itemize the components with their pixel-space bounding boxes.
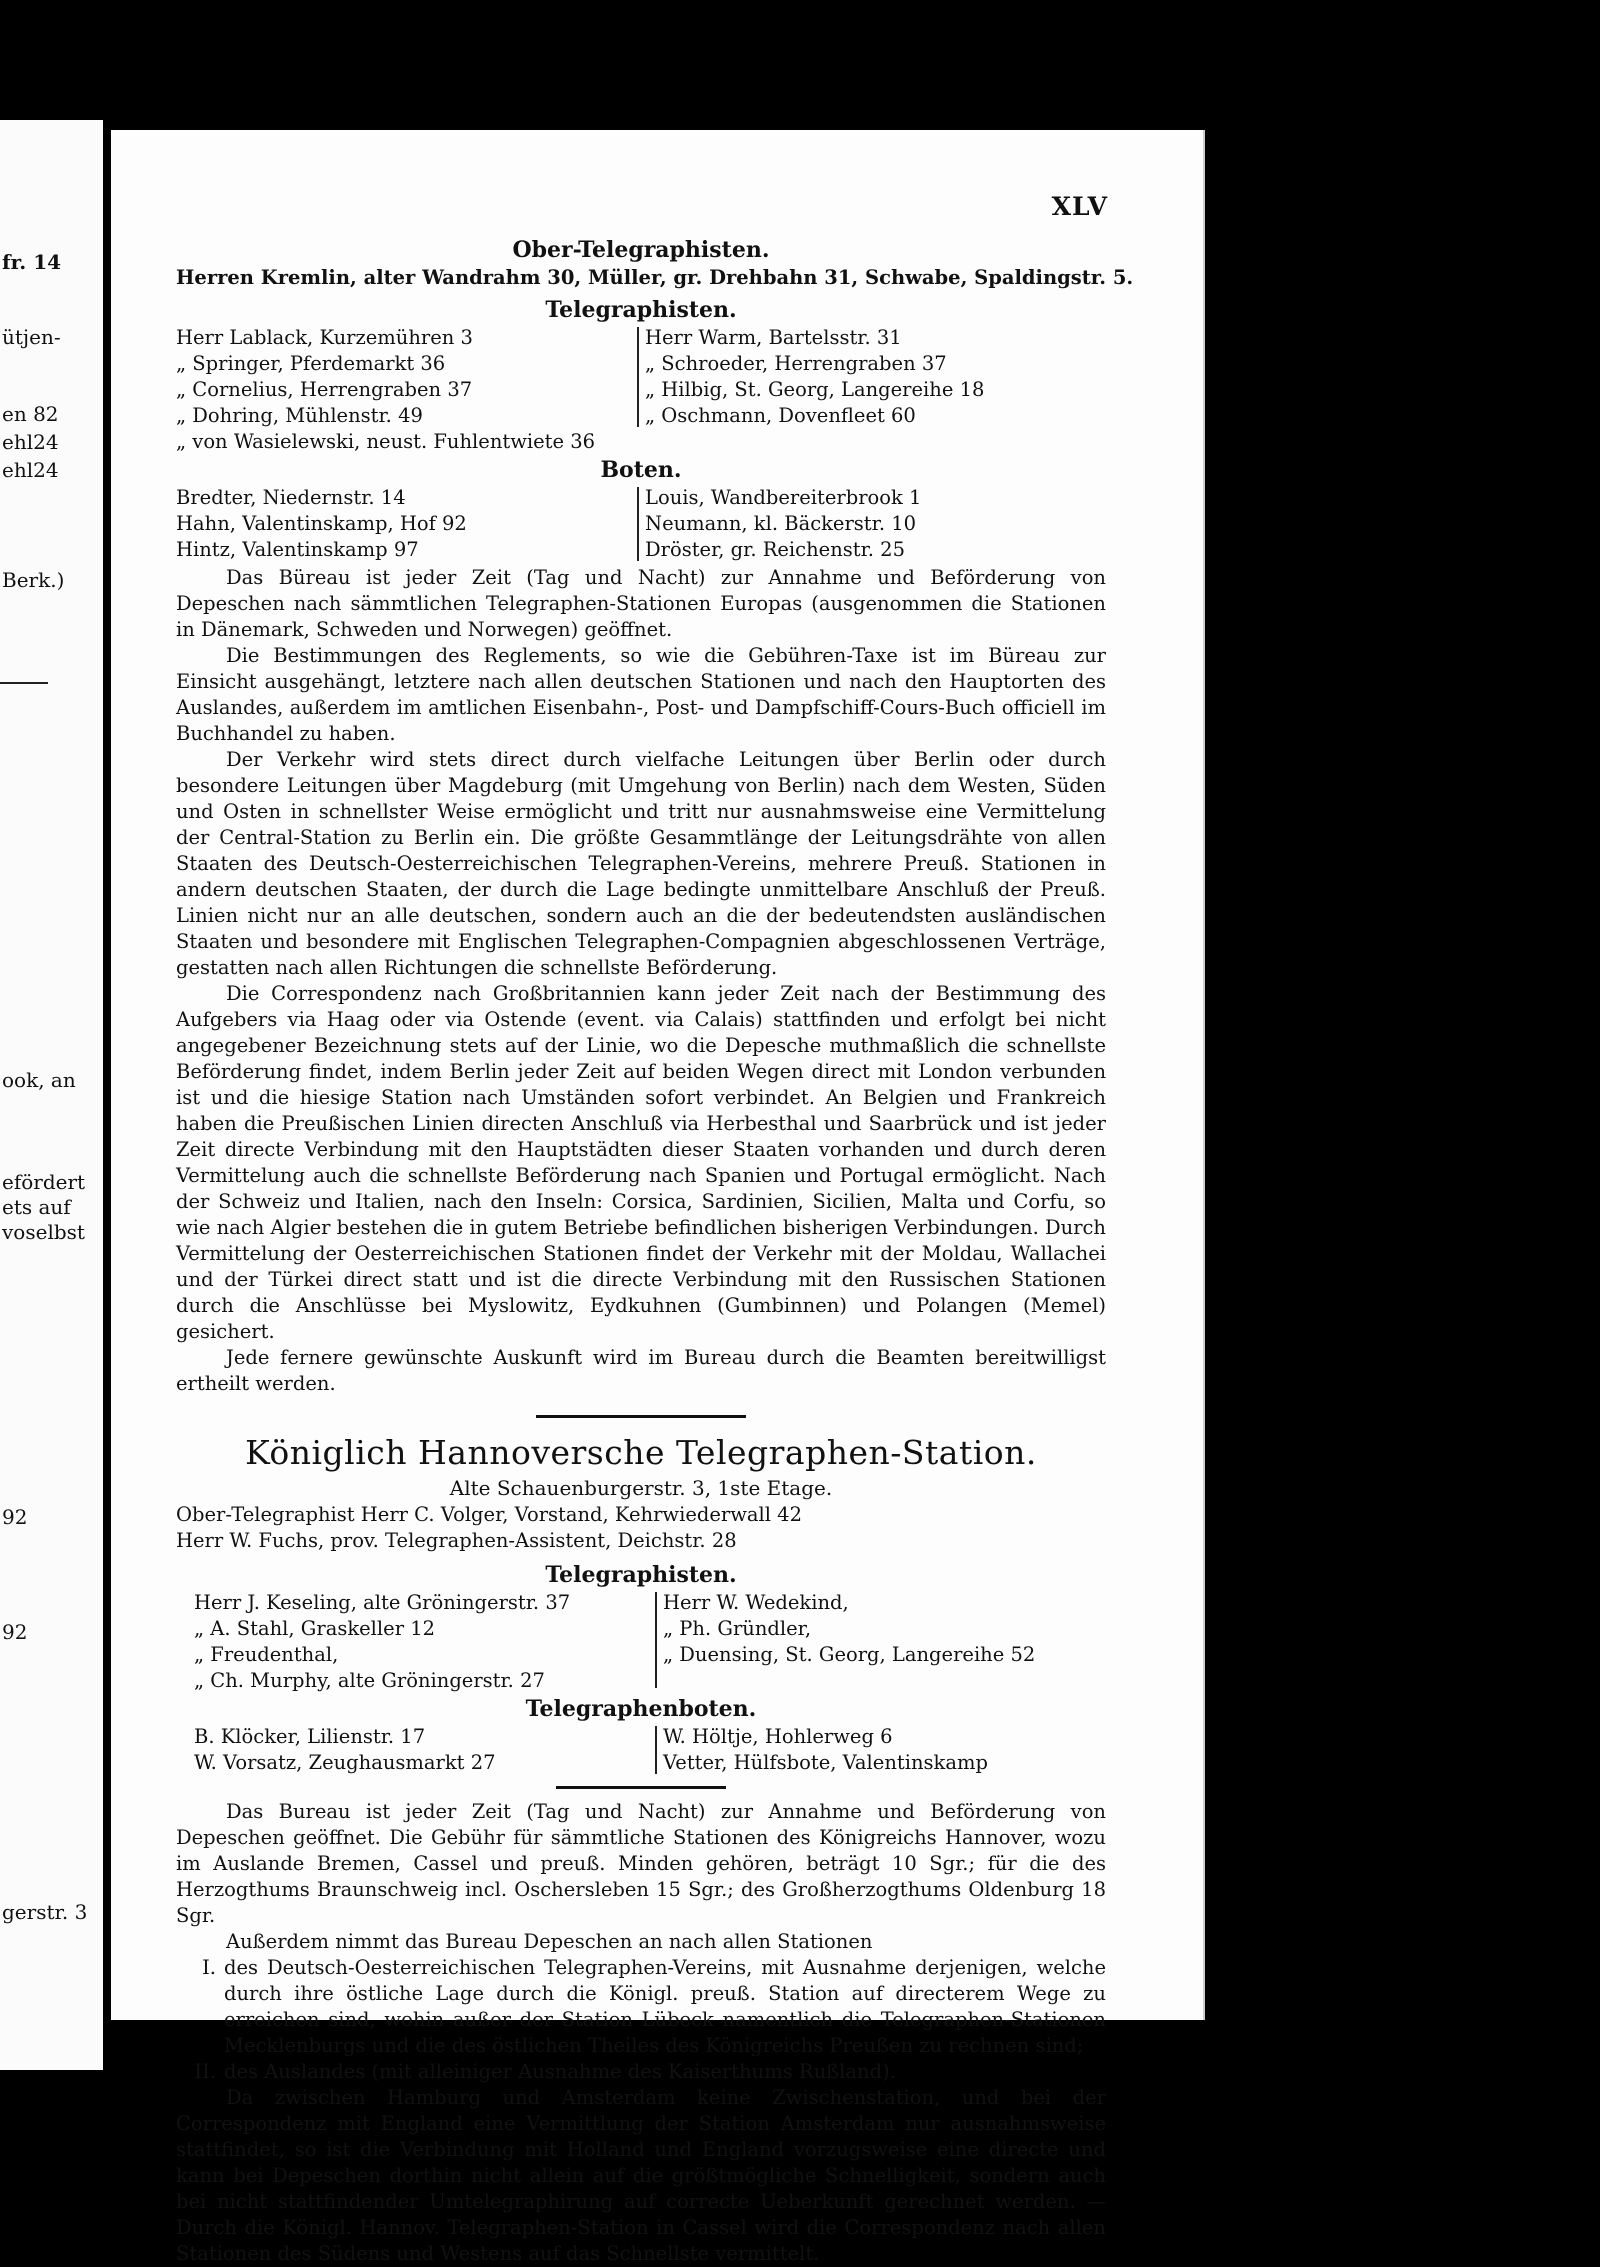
book-gutter: [103, 0, 111, 2177]
left-fragment-line: ütjen-: [2, 325, 61, 349]
left-fragment-line: ehl24: [2, 458, 59, 482]
list-number: II.: [194, 2060, 216, 2083]
staff-entry: „ Cornelius, Herrengraben 37: [176, 378, 473, 401]
column-divider: [637, 487, 639, 561]
left-fragment-line: voselbst: [2, 1220, 85, 1244]
staff-entry: „ Freudenthal,: [194, 1643, 339, 1666]
left-divider: [0, 682, 48, 684]
hannover-station-address: Alte Schauenburgerstr. 3, 1ste Etage.: [449, 1476, 833, 1500]
staff-entry: W. Vorsatz, Zeughausmarkt 27: [194, 1751, 496, 1774]
boten-columns: [176, 485, 1106, 565]
staff-entry: Dröster, gr. Reichenstr. 25: [645, 538, 905, 561]
staff-entry: Vetter, Hülfsbote, Valentinskamp: [663, 1751, 988, 1774]
telegraphenboten-heading: Telegraphenboten.: [525, 1696, 757, 1722]
column-divider: [637, 327, 639, 427]
staff-line: Herr W. Fuchs, prov. Telegraphen-Assistent, Deichstr. 28: [176, 1529, 737, 1552]
telegraphenboten-right-column: [663, 1724, 988, 1778]
telegraphisten-columns: [176, 325, 1106, 455]
staff-entry: „ Springer, Pferdemarkt 36: [176, 352, 446, 375]
station-list-item: [176, 1955, 1106, 2059]
staff-entry: „ Dohring, Mühlenstr. 49: [176, 404, 423, 427]
staff-entry: Bredter, Niedernstr. 14: [176, 486, 406, 509]
staff-entry: „ Duensing, St. Georg, Langereihe 52: [663, 1643, 1036, 1666]
staff-entry: Louis, Wandbereiterbrook 1: [645, 486, 922, 509]
telegraphenboten-left-column: [176, 1724, 649, 1778]
boten-heading: Boten.: [600, 457, 682, 483]
list-number: I.: [202, 1956, 216, 1979]
body-paragraph: Die Correspondenz nach Großbritannien kann jeder Zeit nach der Bestimmung des Aufgebers via Haag oder via Ostende (event. via Calais) stattfinden und erfolgt bei nicht angegebener Bezeichnung stets auf der Linie, wo die Depesche muthmaßlich die schnellste Beförderung findet, indem Berlin jeder Zeit auf beiden Wegen direct mit London verbunden ist und die hiesige Station nach Umständen sofort verbindet. An Belgien und Frankreich haben die Preußischen Linien directen Anschluß via Herbesthal und Saarbrück und ist jeder Zeit directe Verbindung mit den Hauptstädten dieser Staaten vorhanden und durch deren Vermittelung auch die schnellste Beförderung nach Spanien und Portugal ermöglicht. Nach der Schweiz und Italien, nach den Inseln: Corsica, Sardinien, Sicilien, Malta und Corfu, so wie nach Algier bestehen die in gutem Betriebe befindlichen bisherigen Verbindungen. Durch Vermittelung der Oesterreichischen Stationen findet der Verkehr mit der Moldau, Wallachei und der Türkei direct statt und ist die directe Verbindung mit den Russischen Stationen durch die Anschlüsse bei Myslowitz, Eydkuhnen (Gumbinnen) und Polangen (Memel) gesichert.: [176, 982, 1106, 1343]
column-divider: [655, 1726, 657, 1774]
staff-entry: Herr Warm, Bartelsstr. 31: [645, 326, 902, 349]
staff-entry: Neumann, kl. Bäckerstr. 10: [645, 512, 917, 535]
telegraphenboten-columns: [176, 1724, 1106, 1778]
left-fragment-line: Berk.): [2, 568, 65, 592]
section-divider: [556, 1786, 726, 1789]
body-paragraph: Da zwischen Hamburg und Amsterdam keine Zwischenstation, und bei der Correspondenz mit England eine Vermittlung der Station Amsterdam nur ausnahmsweise stattfindet, so ist die Verbindung mit Holland und England vorzugsweise eine directe und kann bei Depeschen dorthin nicht allein auf die größtmögliche Schnelligkeit, sondern auch bei nicht stattfindender Umtelegraphirung auf correcte Ueberkunft gerechnet werden. — Durch die Königl. Hannov. Telegraphen-Station in Cassel wird die Correspondenz nach allen Stationen des Südens und Westens auf das Schnellste vermittelt.: [176, 2086, 1106, 2265]
ober-telegraphisten-line: Herren Kremlin, alter Wandrahm 30, Müller, gr. Drehbahn 31, Schwabe, Spaldingstr. 5.: [176, 266, 1134, 289]
body-paragraph: Außerdem nimmt das Bureau Depeschen an nach allen Stationen: [226, 1930, 873, 1953]
boten-left-column: [176, 485, 631, 565]
staff-line: Ober-Telegraphist Herr C. Volger, Vorstand, Kehrwiederwall 42: [176, 1503, 802, 1526]
staff-entry: Herr J. Keseling, alte Gröningerstr. 37: [194, 1591, 571, 1614]
list-text: des Deutsch-Oesterreichischen Telegraphen-Vereins, mit Ausnahme derjenigen, welche durch ihre östliche Lage durch die Königl. preuß. Station auf directerem Wege zu erreichen sind, wohin außer der Station Lübeck namentlich die Telegraphen-Stationen Mecklenburgs und die des östlichen Theiles des Königreichs Preußen zu rechnen sind;: [224, 1956, 1106, 2057]
column-divider: [655, 1592, 657, 1688]
left-fragment-line: gerstr. 3: [2, 1900, 88, 1924]
staff-entry: „ A. Stahl, Graskeller 12: [194, 1617, 436, 1640]
staff-entry: „ Schroeder, Herrengraben 37: [645, 352, 947, 375]
left-fragment-line: fr. 14: [2, 250, 62, 274]
staff-entry: „ Hilbig, St. Georg, Langereihe 18: [645, 378, 985, 401]
telegraphisten-left-column: [176, 325, 631, 455]
staff-entry: B. Klöcker, Lilienstr. 17: [194, 1725, 426, 1748]
staff-entry: „ Ch. Murphy, alte Gröningerstr. 27: [194, 1669, 545, 1692]
telegraphisten-right-column: [645, 325, 984, 455]
staff-entry: Hahn, Valentinskamp, Hof 92: [176, 512, 467, 535]
body-paragraph: Die Bestimmungen des Reglements, so wie die Gebühren-Taxe ist im Büreau zur Einsicht ausgehängt, letztere nach allen deutschen Stationen und nach den Hauptorten des Auslandes, außerdem im amtlichen Eisenbahn-, Post- und Dampfschiff-Cours-Buch officiell im Buchhandel zu haben.: [176, 644, 1106, 745]
body-paragraph: Das Büreau ist jeder Zeit (Tag und Nacht) zur Annahme und Beförderung von Depeschen nach sämmtlichen Telegraphen-Stationen Europas (ausgenommen die Stationen in Dänemark, Schweden und Norwegen) geöffnet.: [176, 566, 1106, 641]
left-fragment-line: ook, an: [2, 1068, 76, 1092]
left-fragment-line: 92: [2, 1505, 28, 1529]
station-list-item: [176, 2059, 1106, 2085]
hannover-telegraphisten-right-column: [663, 1590, 1035, 1694]
left-page-fragment: [0, 120, 103, 2070]
staff-entry: „ Ph. Gründler,: [663, 1617, 812, 1640]
hannover-telegraphisten-heading: Telegraphisten.: [545, 1562, 737, 1588]
body-paragraph: Jede fernere gewünschte Auskunft wird im Bureau durch die Beamten bereitwilligst ertheilt werden.: [176, 1346, 1106, 1395]
page-number: XLV: [1051, 192, 1108, 221]
body-paragraph: Das Bureau ist jeder Zeit (Tag und Nacht) zur Annahme und Beförderung von Depeschen geöffnet. Die Gebühr für sämmtliche Stationen des Königreichs Hannover, wozu im Auslande Bremen, Cassel und preuß. Minden gehören, beträgt 10 Sgr.; für die des Herzogthums Braunschweig incl. Oschersleben 15 Sgr.; des Großherzogthums Oldenburg 18 Sgr.: [176, 1800, 1106, 1927]
staff-entry: Herr Lablack, Kurzemühren 3: [176, 326, 473, 349]
list-text: des Auslandes (mit alleiniger Ausnahme des Kaiserthums Rußland).: [224, 2060, 896, 2083]
staff-entry: Herr W. Wedekind,: [663, 1591, 849, 1614]
section-divider: [536, 1415, 746, 1418]
left-fragment-line: ets auf: [2, 1195, 71, 1219]
staff-entry: „ Oschmann, Dovenfleet 60: [645, 404, 916, 427]
staff-entry: „ von Wasielewski, neust. Fuhlentwiete 36: [176, 430, 596, 453]
ober-telegraphisten-heading: Ober-Telegraphisten.: [512, 237, 770, 263]
hannover-telegraphisten-columns: [176, 1590, 1106, 1694]
page-content: [176, 235, 1134, 2267]
staff-entry: Hintz, Valentinskamp 97: [176, 538, 419, 561]
book-page: [111, 130, 1205, 2265]
hannover-telegraphisten-left-column: [176, 1590, 649, 1694]
left-fragment-line: 92: [2, 1620, 28, 1644]
left-fragment-line: en 82: [2, 402, 59, 426]
boten-right-column: [645, 485, 921, 565]
body-paragraph: Der Verkehr wird stets direct durch vielfache Leitungen über Berlin oder durch besondere Leitungen über Magdeburg (mit Umgehung von Berlin) nach dem Westen, Süden und Osten in schnellster Weise ermöglicht und tritt nur ausnahmsweise eine Vermittelung der Central-Station zu Berlin ein. Die größte Gesammtlänge der Leitungsdrähte von allen Staaten des Deutsch-Oesterreichischen Telegraphen-Vereins, mehrere Preuß. Stationen in andern deutschen Staaten, der durch die Lage bedingte unmittelbare Anschluß der Preuß. Linien nicht nur an alle deutschen, sondern auch an die der bedeutendsten ausländischen Staaten und besondere mit Englischen Telegraphen-Compagnien abgeschlossenen Verträge, gestatten nach allen Richtungen die schnellste Beförderung.: [176, 748, 1106, 979]
hannover-station-title: Königlich Hannoversche Telegraphen-Station.: [245, 1433, 1037, 1472]
left-fragment-line: ehl24: [2, 430, 59, 454]
telegraphisten-heading: Telegraphisten.: [545, 297, 737, 323]
staff-entry: W. Höltje, Hohlerweg 6: [663, 1725, 893, 1748]
left-fragment-line: efördert: [2, 1170, 86, 1194]
